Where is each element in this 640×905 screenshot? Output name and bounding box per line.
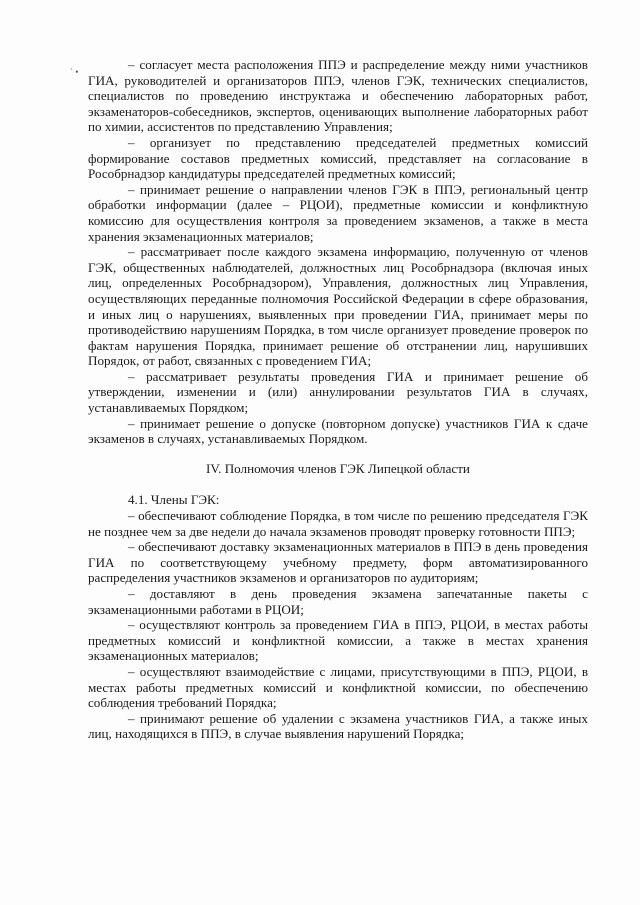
paragraph: – принимает решение о допуске (повторном допуске) участников ГИА к сдаче экзаменов в случаях, устанавливаемых Порядком. bbox=[88, 415, 588, 447]
document-body bbox=[88, 57, 588, 742]
section-intro: 4.1. Члены ГЭК: bbox=[128, 492, 220, 508]
paragraph: – принимают решение об удалении с экзамена участников ГИА, а также иных лиц, находящихся в ППЭ, в случае выявления нарушений Порядка; bbox=[88, 710, 588, 742]
paragraph: – осуществляют взаимодействие с лицами, присутствующими в ППЭ, РЦОИ, в местах работы предметных комиссий и конфликтной комиссии, по обеспечению соблюдения требований Порядка; bbox=[88, 663, 588, 711]
paragraph: – согласует места расположения ППЭ и распределение между ними участников ГИА, руководителей и организаторов ППЭ, членов ГЭК, технических специалистов, специалистов по проведению инструктажа и обеспечению лабораторных работ, экзаменаторов-собеседников, экспертов, оценивающих выполнение лабораторных работ по химии, ассистентов по представлению Управления; bbox=[88, 57, 588, 135]
paragraph: – обеспечивают доставку экзаменационных материалов в ППЭ в день проведения ГИА по соответствующему учебному предмету, форм автоматизированного распределения участников экзаменов и организаторов по аудиториям; bbox=[88, 539, 588, 586]
paragraph: – обеспечивают соблюдение Порядка, в том числе по решению председателя ГЭК не позднее чем за две недели до начала экзаменов проводят проверку готовности ППЭ; bbox=[88, 508, 588, 539]
paragraph: – принимает решение о направлении членов ГЭК в ППЭ, региональный центр обработки информации (далее – РЦОИ), предметные комиссии и конфликтную комиссию для осуществления контроля за проведением экзаменов, а также в места хранения экзаменационных материалов; bbox=[88, 181, 588, 244]
margin-marks: ` • bbox=[70, 67, 79, 77]
paragraph: – доставляют в день проведения экзамена запечатанные пакеты с экзаменационными работами в РЦОИ; bbox=[88, 586, 588, 617]
paragraph: – организует по представлению председателей предметных комиссий формирование составов предметных комиссий, представляет на согласование в Рособрнадзор кандидатуры председателей предметных комиссий; bbox=[88, 134, 588, 182]
paragraph: – рассматривает результаты проведения ГИА и принимает решение об утверждении, изменении и (или) аннулировании результатов ГИА в случаях, устанавливаемых Порядком; bbox=[88, 368, 588, 416]
paragraph: – рассматривает после каждого экзамена информацию, полученную от членов ГЭК, общественных наблюдателей, должностных лиц Рособрнадзора (включая иных лиц, определенных Рособрнадзором), Управления, должностных лиц Управления, осуществляющих переданные полномочия Российской Федерации в сфере образования, и иных лиц о нарушениях, выявленных при проведении ГИА, принимает меры по противодействию нарушениям Порядка, в том числе организует проведение проверок по фактам нарушения Порядка, принимает решение об отстранении лиц, нарушивших Порядок, от работ, связанных с проведением ГИА; bbox=[88, 244, 588, 369]
section-heading: IV. Полномочия членов ГЭК Липецкой области bbox=[206, 460, 470, 476]
paragraph: – осуществляют контроль за проведением ГИА в ППЭ, РЦОИ, в местах работы предметных комиссий и конфликтной комиссии, а также в местах хранения экзаменационных материалов; bbox=[88, 617, 588, 664]
